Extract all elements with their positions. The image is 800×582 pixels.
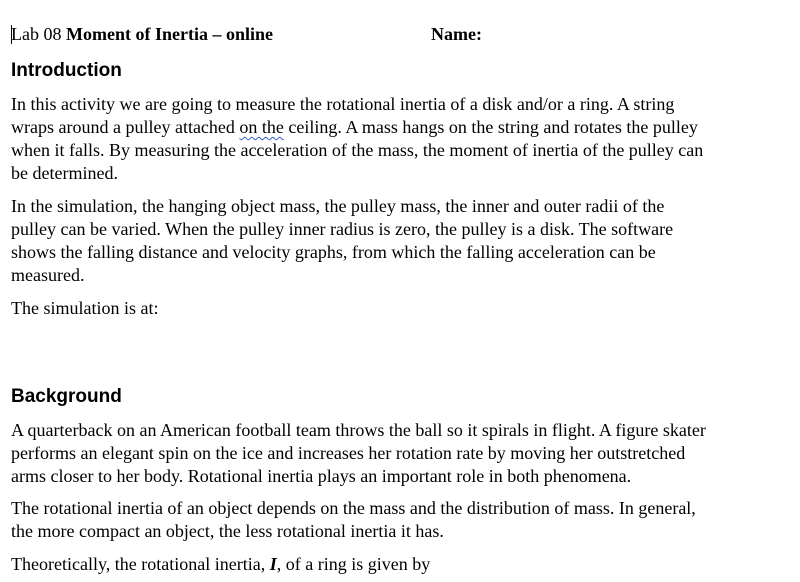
text-fragment: ceiling. A mass hangs on the string and rotates the pulley bbox=[283, 117, 698, 137]
text-fragment: Theoretically, the rotational inertia, bbox=[11, 554, 270, 574]
intro-paragraph-3 bbox=[11, 297, 791, 320]
simulation-link-label: The simulation is at: bbox=[11, 298, 159, 318]
text-line bbox=[11, 553, 791, 576]
background-paragraph-1 bbox=[11, 419, 791, 488]
text-fragment: , of a ring is given by bbox=[276, 554, 431, 574]
intro-paragraph-1 bbox=[11, 93, 791, 185]
text-line: The rotational inertia of an object depends on the mass and the distribution of mass. In general, bbox=[11, 498, 696, 518]
introduction-heading: Introduction bbox=[11, 60, 122, 81]
background-paragraph-3 bbox=[11, 553, 791, 576]
text-line: measured. bbox=[11, 265, 85, 285]
text-line: In the simulation, the hanging object mass, the pulley mass, the inner and outer radii of the bbox=[11, 196, 665, 216]
text-line: performs an elegant spin on the ice and increases her rotation rate by moving her outstretched bbox=[11, 443, 686, 463]
intro-paragraph-2 bbox=[11, 195, 791, 287]
text-line: the more compact an object, the less rotational inertia it has. bbox=[11, 521, 444, 541]
name-label: Name: bbox=[431, 24, 482, 44]
lab-heading[interactable] bbox=[11, 22, 273, 46]
text-line: A quarterback on an American football team throws the ball so it spirals in flight. A figure skater bbox=[11, 420, 706, 440]
spellcheck-flagged-phrase[interactable]: on the bbox=[239, 117, 284, 137]
background-paragraph-2 bbox=[11, 497, 791, 543]
text-line: shows the falling distance and velocity graphs, from which the falling acceleration can be bbox=[11, 242, 656, 262]
text-line: arms closer to her body. Rotational inertia plays an important role in both phenomena. bbox=[11, 466, 632, 486]
text-fragment: wraps around a pulley attached bbox=[11, 117, 240, 137]
text-line: when it falls. By measuring the acceleration of the mass, the moment of inertia of the pulley can bbox=[11, 140, 704, 160]
inertia-symbol: I bbox=[269, 554, 277, 574]
lab-title: Moment of Inertia – online bbox=[65, 24, 273, 44]
text-line: be determined. bbox=[11, 163, 118, 183]
text-line: pulley can be varied. When the pulley inner radius is zero, the pulley is a disk. The software bbox=[11, 219, 674, 239]
background-heading: Background bbox=[11, 386, 122, 407]
lab-number: Lab 08 bbox=[11, 24, 62, 44]
title-line bbox=[11, 22, 791, 46]
text-line bbox=[11, 116, 791, 139]
text-line: In this activity we are going to measure the rotational inertia of a disk and/or a ring. A string bbox=[11, 94, 675, 114]
